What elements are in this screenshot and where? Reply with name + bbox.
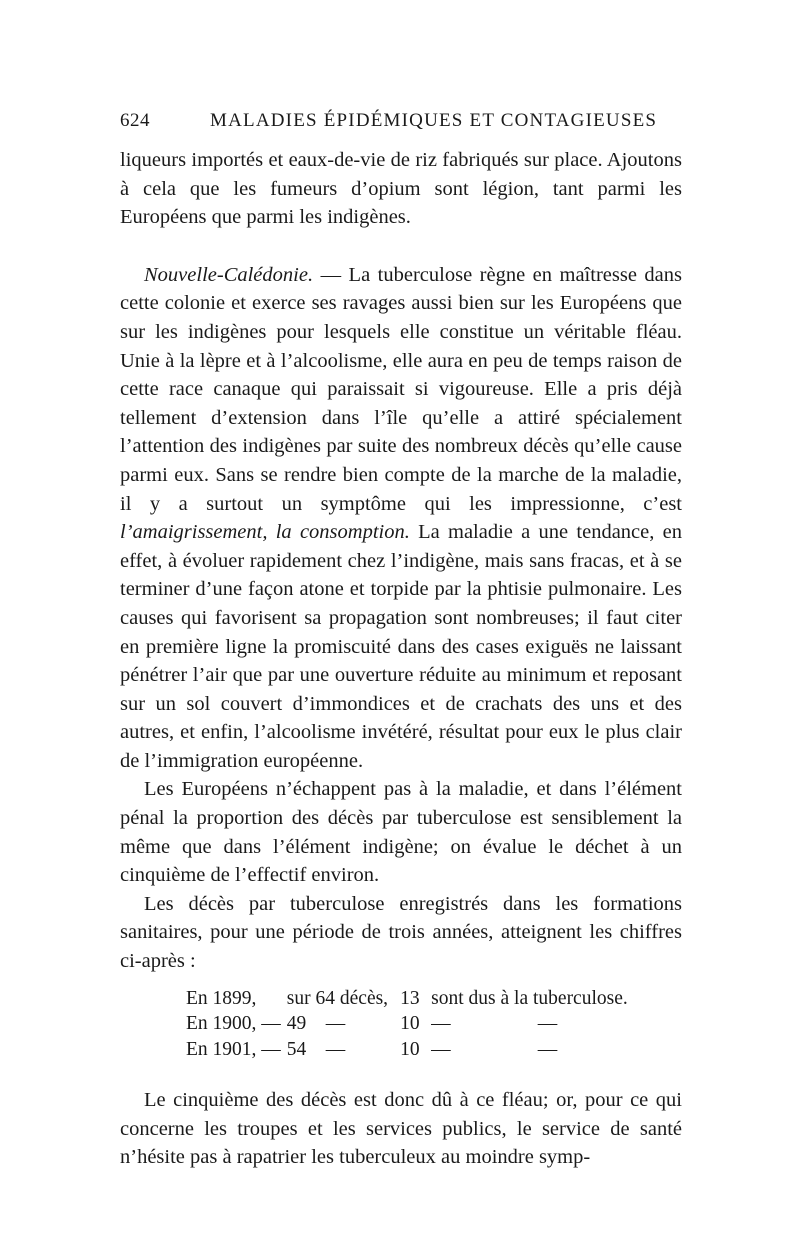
running-header [120, 110, 682, 146]
section-gap [120, 1064, 682, 1086]
table-row [186, 988, 682, 1014]
paragraph-text: La maladie a une tendance, en effet, à évoluer rapidement chez l’indigène, mais sans fracas, et à se terminer d’une façon atone et torpide par la phtisie pulmonaire. Les causes qui favorisent sa propagation sont nombreuses; il faut citer en première ligne la promiscuité dans des cases exiguës ne laissant pénétrer l’air que par une ouverture réduite au minimum et reposant sur un sol couvert d’immondices et de crachats des uns et des autres, et enfin, l’alcoolisme invétéré, résultat pour eux le plus clair de l’immigration européenne. [120, 521, 682, 772]
table-cell: sur 64 décès, [286, 987, 389, 1009]
table-cell [587, 1013, 682, 1039]
paragraph-deces: Les décès par tuberculose enregistrés dans les formations sanitaires, pour une période de trois années, atteignent les chiffres ci-après : [120, 892, 682, 973]
table-cell: — [431, 1013, 451, 1035]
table-cell: En 1901, — [186, 1038, 281, 1060]
table-cell [287, 1039, 395, 1065]
table-cell: sont dus à la tuberculose. [431, 987, 628, 1009]
italic-phrase: l’amaigrissement, la consomption. [120, 521, 410, 544]
paragraph-continuation: liqueurs importés et eaux-de-vie de riz fabriqués sur place. Ajoutons à cela que les fumeurs d’opium sont légion, tant parmi les Européens que parmi les indigènes. [120, 149, 682, 229]
section-heading: Nouvelle-Calédonie. [144, 263, 314, 286]
table-cell: — [431, 1038, 451, 1060]
table-cell: 10 [400, 1013, 420, 1035]
paragraph-nouvelle-caledonie [120, 261, 682, 776]
running-title: MALADIES ÉPIDÉMIQUES ET CONTAGIEUSES [210, 110, 658, 131]
table-cell: En 1900, — [186, 1013, 281, 1035]
table-value: 49 [286, 1013, 307, 1035]
table-cell [287, 1013, 395, 1039]
paragraph-conclusion: Le cinquième des décès est donc dû à ce fléau; or, pour ce qui concerne les troupes et les services publics, le service de santé n’hésite pas à rapatrier les tuberculeux au moindre symp- [120, 1089, 682, 1169]
table-row [186, 1039, 682, 1065]
table-cell: — [537, 1038, 558, 1060]
table-value: 54 [286, 1038, 307, 1060]
ditto-mark: — [325, 1013, 346, 1035]
table-cell: 13 [400, 987, 420, 1009]
table-cell: En 1899, [186, 987, 257, 1009]
book-page [120, 110, 682, 1172]
table-cell: — [537, 1013, 558, 1035]
ditto-mark: — [325, 1038, 346, 1060]
statistics-table [186, 988, 682, 1065]
page-number: 624 [120, 110, 150, 131]
paragraph-europeens: Les Européens n’échappent pas à la maladie, et dans l’élément pénal la proportion des décès par tuberculose est sensiblement la même que dans l’élément indigène; on évalue le déchet à un cinquième de l’effectif environ. [120, 778, 682, 887]
paragraph-text: — La tuberculose règne en maîtresse dans cette colonie et exerce ses ravages aussi bien sur les Européens que sur les indigènes pour lesquels elle constitue un véritable fléau. Unie à la lèpre et à l’alcoolisme, elle aura en peu de temps raison de cette race canaque qui paraissait si vigoureuse. Elle a pris déjà tellement d’extension dans l’île qu’elle a attiré spécialement l’attention des indigènes par suite des nombreux décès qu’elle cause parmi eux. Sans se rendre bien compte de la marche de la maladie, il y a surtout un symptôme qui les impressionne, c’est [120, 263, 682, 515]
table-cell: 10 [400, 1038, 420, 1060]
table-cell [587, 1039, 682, 1065]
table-row [186, 1013, 682, 1039]
section-gap [120, 232, 682, 261]
